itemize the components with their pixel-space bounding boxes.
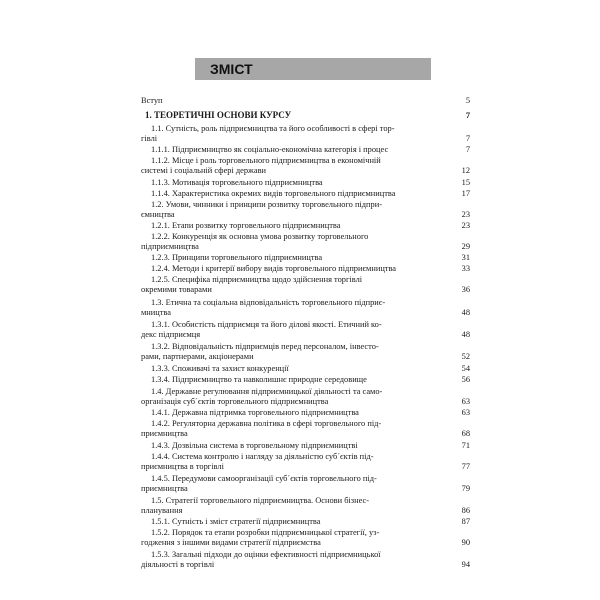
toc-line: діяльності в торгівлі [141, 560, 215, 569]
toc-line: окремими товарами [141, 285, 212, 294]
toc-line: 1.3.1. Особистість підприємця та його ділові якості. Етичний ко- [151, 320, 382, 329]
toc-line: Вступ [141, 96, 163, 105]
toc-line: 1.3.2. Відповідальність підприємців перед персоналом, інвесто- [151, 342, 379, 351]
toc-line: 1.5.3. Загальні підходи до оцінки ефективності підприємницької [151, 550, 381, 559]
toc-page-number: 33 [461, 264, 470, 273]
toc-line: 1.2.4. Методи і критерії вибору видів торговельного підприємництва [151, 264, 397, 273]
toc-line: 1.1. Сутність, роль підприємництва та його особливості в сфері тор- [151, 124, 395, 133]
toc-page-number: 7 [465, 111, 470, 120]
toc-line: 1.3.3. Споживачі та захист конкуренції [151, 364, 289, 373]
toc-page-number: 90 [461, 538, 470, 547]
toc-line: приємництва [141, 429, 188, 438]
toc-line: організація суб´єктів торговельного підприємництва [141, 397, 329, 406]
toc-page-number: 7 [465, 145, 470, 154]
toc-line: 1.1.1. Підприємництво як соціально-економічна категорія і процес [151, 145, 389, 154]
toc-page-number: 63 [461, 397, 470, 406]
toc-line: 1.4.5. Передумови самоорганізації суб´єктів торговельного під- [151, 474, 377, 483]
toc-page-number: 23 [461, 210, 470, 219]
toc-line: ємництва [141, 210, 175, 219]
toc-section-heading: 1. ТЕОРЕТИЧНІ ОСНОВИ КУРСУ [145, 110, 292, 120]
toc-line: гівлі [141, 134, 158, 143]
page-title: ЗМІСТ [210, 61, 253, 77]
toc-line: 1.4.1. Державна підтримка торговельного підприємництва [151, 408, 359, 417]
toc-line: 1.5.1. Сутність і зміст стратегії підприємництва [151, 517, 321, 526]
toc-line: 1.4.3. Дозвільна система в торговельному підприємництві [151, 441, 358, 450]
toc-page-number: 5 [465, 96, 470, 105]
toc-line: підприємництва [141, 242, 199, 251]
toc-page-number: 87 [461, 517, 470, 526]
toc-page-number: 94 [461, 560, 470, 569]
toc-page-number: 48 [461, 308, 470, 317]
toc-page-number: 31 [461, 253, 470, 262]
toc-page-number: 7 [465, 134, 470, 143]
toc-page-number: 15 [461, 178, 470, 187]
toc-page-number: 54 [461, 364, 470, 373]
toc-page-number: 29 [461, 242, 470, 251]
toc-line: системі і соціальній сфері держави [141, 166, 266, 175]
toc-page-number: 79 [461, 484, 470, 493]
toc-page-number: 12 [461, 166, 470, 175]
toc-page-number: 63 [461, 408, 470, 417]
toc-line: 1.5.2. Порядок та етапи розробки підприємницької стратегії, уз- [151, 528, 380, 537]
toc-line: приємництва в торгівлі [141, 462, 224, 471]
toc-page-number: 86 [461, 506, 470, 515]
toc-line: 1.1.2. Місце і роль торговельного підприємництва в економічній [151, 156, 381, 165]
toc-line: 1.1.4. Характеристика окремих видів торговельного підприємництва [151, 189, 396, 198]
toc-line: приємництва [141, 484, 188, 493]
toc-line: 1.3. Етична та соціальна відповідальність торговельного підприє- [151, 298, 386, 307]
toc-line: 1.4. Державне регулювання підприємницької діяльності та само- [151, 387, 383, 396]
toc-line: 1.3.4. Підприємництво та навколишнє природне середовище [151, 375, 367, 384]
toc-line: мництва [141, 308, 171, 317]
toc-page-number: 68 [461, 429, 470, 438]
toc-line: 1.2.3. Принципи торговельного підприємництва [151, 253, 323, 262]
toc-page-number: 48 [461, 330, 470, 339]
toc-line: декс підприємця [141, 330, 201, 339]
toc-page-number: 17 [461, 189, 470, 198]
toc-line: 1.4.2. Регуляторна державна політика в сфері торговельного під- [151, 419, 382, 428]
toc-line: планування [141, 506, 183, 515]
toc-line: 1.5. Стратегії торговельного підприємництва. Основи бізнес- [151, 496, 370, 505]
toc-line: 1.2.5. Специфіка підприємництва щодо здійснення торгівлі [151, 275, 363, 284]
toc-page-number: 36 [461, 285, 470, 294]
toc-line: 1.1.3. Мотивація торговельного підприємництва [151, 178, 323, 187]
toc-line: 1.2.1. Етапи розвитку торговельного підприємництва [151, 221, 341, 230]
toc-page-number: 56 [461, 375, 470, 384]
toc-line: 1.2. Умови, чинники і принципи розвитку торговельного підпри- [151, 200, 382, 209]
toc-line: рами, партнерами, акціонерами [141, 352, 254, 361]
toc-page-number: 52 [461, 352, 470, 361]
toc-page-number: 23 [461, 221, 470, 230]
toc-line: 1.2.2. Конкуренція як основна умова розвитку торговельного [151, 232, 369, 241]
toc-line: годження з іншими видами стратегії підприємства [141, 538, 321, 547]
toc-page-number: 77 [461, 462, 470, 471]
toc-line: 1.4.4. Система контролю і нагляду за діяльністю суб´єктів під- [151, 452, 374, 461]
toc-page-number: 71 [461, 441, 470, 450]
